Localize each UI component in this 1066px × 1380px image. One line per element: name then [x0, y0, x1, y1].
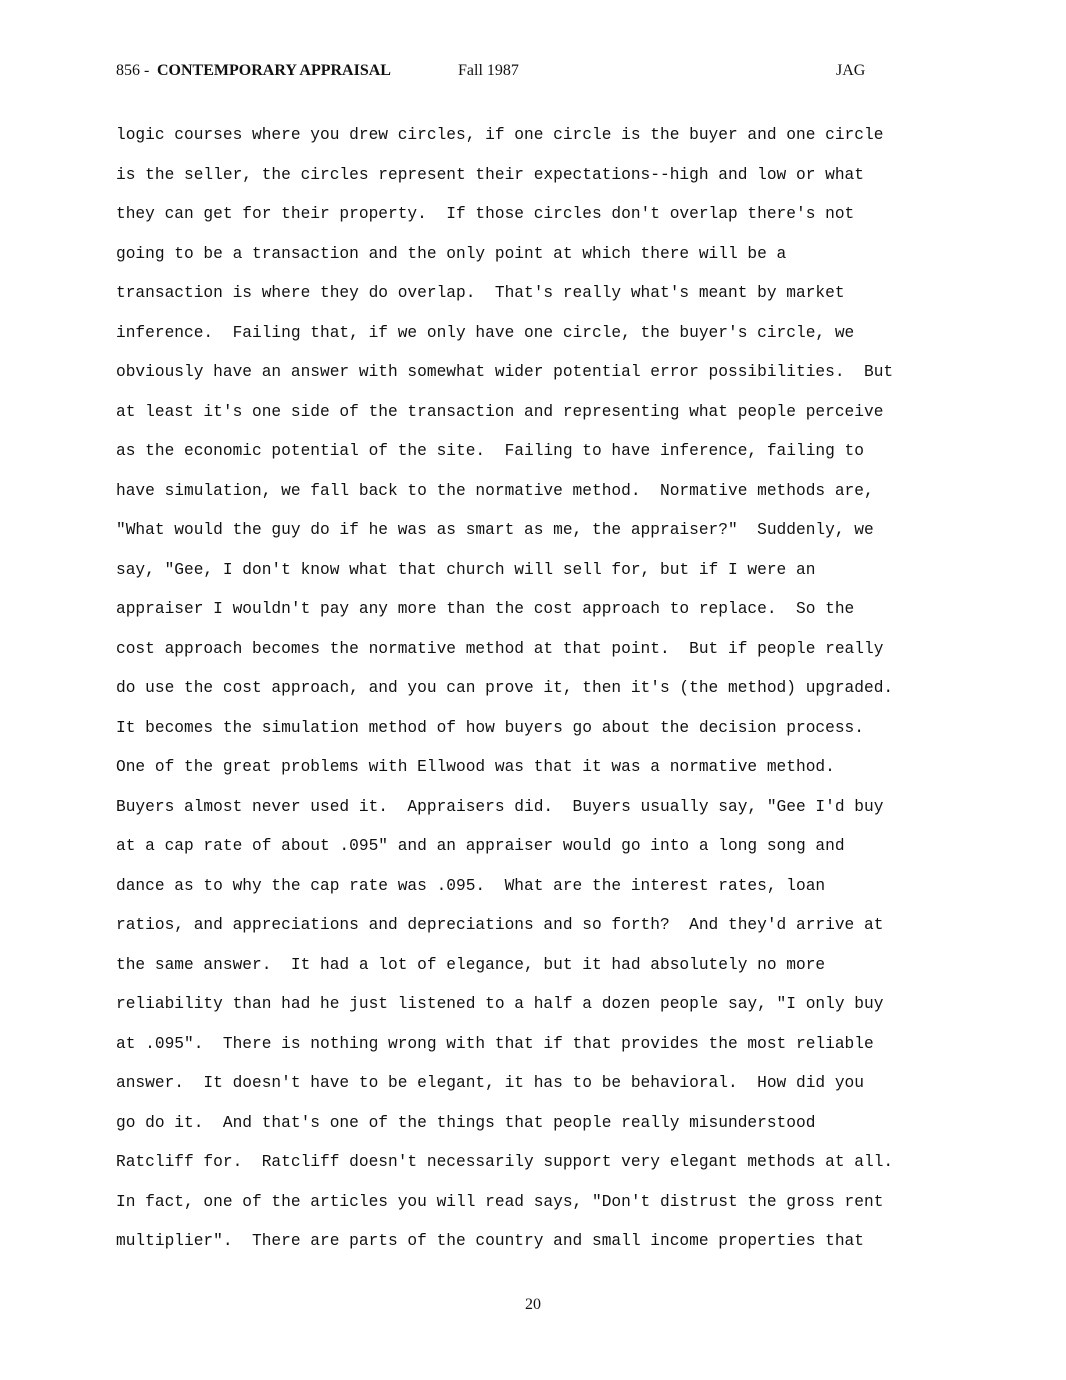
text-line: One of the great problems with Ellwood was that it was a normative method.: [116, 758, 835, 776]
text-line: as the economic potential of the site. Failing to have inference, failing to: [116, 442, 864, 460]
page-number: 20: [525, 1296, 541, 1313]
text-line: say, "Gee, I don't know what that church will sell for, but if I were an: [116, 560, 816, 579]
text-line: obviously have an answer with somewhat wider potential error possibilities. But: [116, 363, 894, 381]
text-line: is the seller, the circles represent their expectations--high and low or what: [116, 165, 864, 184]
text-line: Buyers almost never used it. Appraisers did. Buyers usually say, "Gee I'd buy: [116, 797, 884, 816]
text-line: the same answer. It had a lot of elegance, but it had absolutely no more: [116, 955, 826, 974]
author-initials: JAG: [836, 62, 866, 79]
text-line: reliability than had he just listened to a half a dozen people say, "I only buy: [116, 995, 884, 1013]
text-line: It becomes the simulation method of how buyers go about the decision process.: [116, 718, 864, 737]
text-line: ratios, and appreciations and depreciations and so forth? And they'd arrive at: [116, 916, 884, 934]
text-line: transaction is where they do overlap. That's really what's meant by market: [116, 284, 845, 302]
text-line: In fact, one of the articles you will read says, "Don't distrust the gross rent: [116, 1192, 884, 1211]
text-line: multiplier". There are parts of the country and small income properties that: [116, 1232, 864, 1250]
text-line: appraiser I wouldn't pay any more than the cost approach to replace. So the: [116, 600, 855, 618]
text-line: at least it's one side of the transaction and representing what people perceive: [116, 402, 884, 421]
text-line: "What would the guy do if he was as smart as me, the appraiser?" Suddenly, we: [116, 521, 874, 539]
text-line: cost approach becomes the normative method at that point. But if people really: [116, 639, 884, 658]
text-line: going to be a transaction and the only point at which there will be a: [116, 244, 787, 263]
text-line: do use the cost approach, and you can prove it, then it's (the method) upgraded.: [116, 679, 894, 697]
transcript-body: [116, 116, 966, 1262]
text-line: they can get for their property. If those circles don't overlap there's not: [116, 205, 855, 223]
text-line: have simulation, we fall back to the normative method. Normative methods are,: [116, 481, 874, 500]
text-line: at .095". There is nothing wrong with that if that provides the most reliable: [116, 1034, 874, 1053]
text-line: answer. It doesn't have to be elegant, it has to be behavioral. How did you: [116, 1074, 864, 1092]
text-line: inference. Failing that, if we only have one circle, the buyer's circle, we: [116, 323, 855, 342]
term-label: Fall 1987: [458, 62, 519, 79]
text-line: Ratcliff for. Ratcliff doesn't necessarily support very elegant methods at all.: [116, 1153, 894, 1171]
text-line: logic courses where you drew circles, if one circle is the buyer and one circle: [116, 126, 884, 144]
text-line: dance as to why the cap rate was .095. What are the interest rates, loan: [116, 876, 826, 895]
page-header: [116, 62, 956, 86]
course-title: CONTEMPORARY APPRAISAL: [157, 62, 391, 79]
text-line: at a cap rate of about .095" and an appraiser would go into a long song and: [116, 837, 845, 855]
course-number: 856 -: [116, 62, 150, 79]
text-line: go do it. And that's one of the things that people really misunderstood: [116, 1113, 816, 1132]
